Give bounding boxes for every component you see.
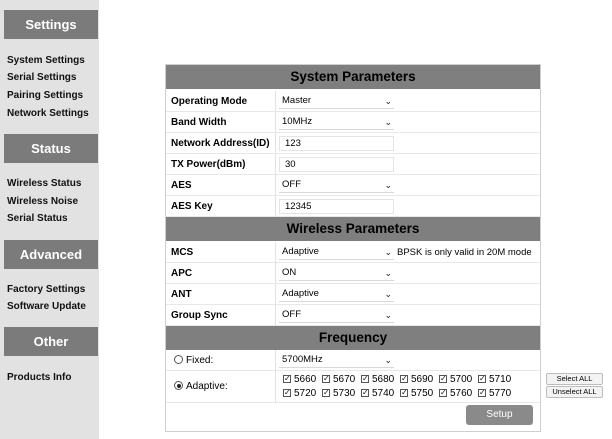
chevron-down-icon: ⌄ [384,96,392,106]
checkbox-checked-icon [283,389,291,397]
divider [275,305,276,326]
group-sync-select[interactable] [279,308,394,323]
sidebar-item-factory-settings[interactable]: Factory Settings [7,284,86,295]
channel-checkbox-5730[interactable] [322,388,355,400]
channel-checkbox-5700[interactable] [439,374,472,386]
checkbox-checked-icon [283,375,291,383]
channel-checkbox-5660[interactable] [283,374,316,386]
channel-checkbox-5670[interactable] [322,374,355,386]
unselect-all-button[interactable]: Unselect ALL [546,386,603,398]
channel-checkbox-5740[interactable] [361,388,394,400]
mcs-value: Adaptive [282,246,319,257]
adaptive-frequency-row [166,371,540,403]
fixed-label: Fixed: [186,355,214,366]
band-width-value: 10MHz [282,116,313,127]
operating-mode-label: Operating Mode [171,96,248,107]
divider [275,350,276,371]
aes-value: OFF [282,179,301,190]
checkbox-checked-icon [322,389,330,397]
group-sync-value: OFF [282,309,301,320]
operating-mode-select[interactable] [279,94,394,109]
adaptive-label: Adaptive: [186,381,228,392]
channel-label: 5710 [489,374,512,385]
mcs-label: MCS [171,247,194,258]
checkbox-checked-icon [439,375,447,383]
group-sync-row [166,305,540,326]
aes-key-label: AES Key [171,201,213,212]
select-all-button[interactable]: Select ALL [546,373,603,385]
band-width-label: Band Width [171,117,227,128]
ant-select[interactable] [279,287,394,302]
operating-mode-value: Master [282,95,312,106]
channel-label: 5670 [333,374,356,385]
divider [275,284,276,305]
checkbox-checked-icon [439,389,447,397]
setup-button[interactable]: Setup [466,405,533,425]
mcs-select[interactable] [279,245,394,260]
checkbox-checked-icon [400,389,408,397]
mcs-row [166,242,540,263]
channel-checkbox-5760[interactable] [439,388,472,400]
checkbox-checked-icon [322,375,330,383]
divider [275,175,276,196]
sidebar-item-serial-status[interactable]: Serial Status [7,213,68,224]
aes-key-input[interactable]: 12345 [279,199,394,214]
sidebar [0,0,99,439]
divider [275,263,276,284]
tx-power-row [166,154,540,175]
settings-section-header: Settings [4,10,98,39]
channel-checkbox-5680[interactable] [361,374,394,386]
frequency-header: Frequency [166,326,540,350]
channel-label: 5690 [411,374,434,385]
divider [275,133,276,154]
channel-checkbox-5720[interactable] [283,388,316,400]
ant-label: ANT [171,289,192,300]
network-address-label: Network Address(ID) [171,138,270,149]
fixed-frequency-select[interactable] [279,353,394,368]
tx-power-input[interactable]: 30 [279,157,394,172]
sidebar-item-serial-settings[interactable]: Serial Settings [7,72,77,83]
aes-row [166,175,540,196]
channel-checkbox-5690[interactable] [400,374,433,386]
divider [275,371,276,403]
chevron-down-icon: ⌄ [384,355,392,365]
operating-mode-row [166,91,540,112]
aes-key-row [166,196,540,217]
chevron-down-icon: ⌄ [384,117,392,127]
adaptive-radio[interactable] [174,381,183,390]
mcs-note: BPSK is only valid in 20M mode [397,247,532,258]
other-section-header: Other [4,327,98,356]
system-parameters-header: System Parameters [166,65,540,89]
sidebar-item-software-update[interactable]: Software Update [7,301,86,312]
channel-label: 5760 [450,388,473,399]
group-sync-label: Group Sync [171,310,228,321]
channel-checkbox-5750[interactable] [400,388,433,400]
sidebar-item-pairing-settings[interactable]: Pairing Settings [7,90,84,101]
divider [275,196,276,217]
channel-label: 5730 [333,388,356,399]
ant-value: Adaptive [282,288,319,299]
aes-select[interactable] [279,178,394,193]
sidebar-item-system-settings[interactable]: System Settings [7,55,85,66]
divider [275,91,276,112]
sidebar-item-network-settings[interactable]: Network Settings [7,108,89,119]
network-address-row [166,133,540,154]
sidebar-item-wireless-status[interactable]: Wireless Status [7,178,82,189]
chevron-down-icon: ⌄ [384,289,392,299]
sidebar-item-wireless-noise[interactable]: Wireless Noise [7,196,79,207]
apc-row [166,263,540,284]
apc-label: APC [171,268,193,279]
channel-label: 5770 [489,388,512,399]
checkbox-checked-icon [361,375,369,383]
fixed-frequency-row [166,350,540,371]
checkbox-checked-icon [361,389,369,397]
fixed-frequency-value: 5700MHz [282,354,323,365]
apc-value: ON [282,267,297,278]
channel-checkbox-5710[interactable] [478,374,511,386]
channel-label: 5660 [294,374,317,385]
chevron-down-icon: ⌄ [384,310,392,320]
channel-label: 5680 [372,374,395,385]
status-section-header: Status [4,134,98,163]
channel-label: 5750 [411,388,434,399]
apc-select[interactable] [279,266,394,281]
divider [275,154,276,175]
wireless-parameters-header: Wireless Parameters [166,217,540,241]
ant-row [166,284,540,305]
band-width-row [166,112,540,133]
divider [275,112,276,133]
checkbox-checked-icon [400,375,408,383]
chevron-down-icon: ⌄ [384,180,392,190]
advanced-section-header: Advanced [4,240,98,269]
band-width-select[interactable] [279,115,394,130]
checkbox-checked-icon [478,375,486,383]
channel-label: 5700 [450,374,473,385]
divider [275,242,276,263]
checkbox-checked-icon [478,389,486,397]
chevron-down-icon: ⌄ [384,268,392,278]
aes-label: AES [171,180,192,191]
channel-checkbox-5770[interactable] [478,388,511,400]
channel-label: 5740 [372,388,395,399]
chevron-down-icon: ⌄ [384,247,392,257]
sidebar-item-products-info[interactable]: Products Info [7,372,72,383]
tx-power-label: TX Power(dBm) [171,159,246,170]
network-address-input[interactable]: 123 [279,136,394,151]
parameters-panel [165,64,541,432]
fixed-radio[interactable] [174,355,183,364]
channel-label: 5720 [294,388,317,399]
